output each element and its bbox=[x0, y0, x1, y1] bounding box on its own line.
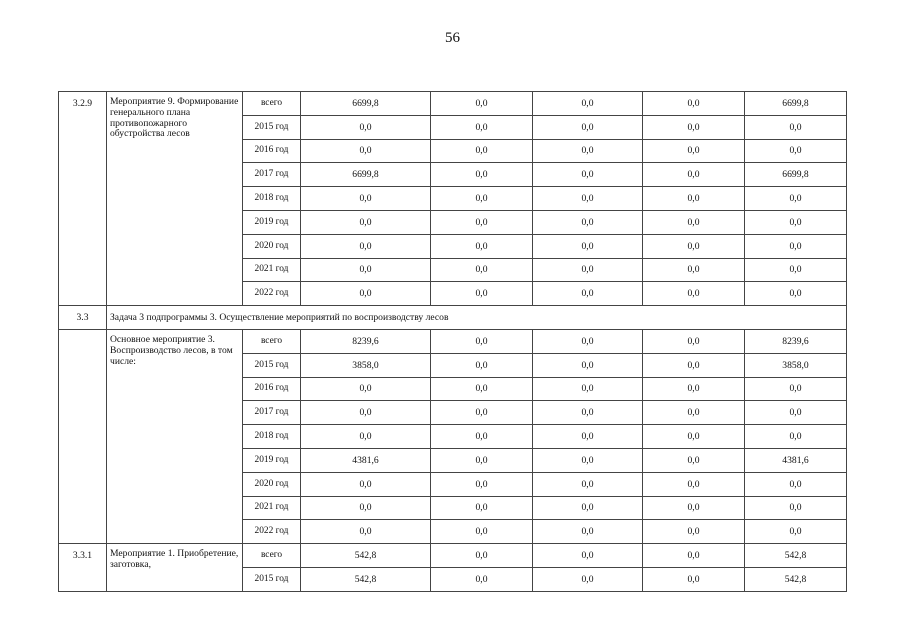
value-cell: 0,0 bbox=[533, 544, 643, 568]
period-cell: 2015 год bbox=[243, 353, 301, 377]
value-cell: 4381,6 bbox=[301, 448, 431, 472]
value-cell: 0,0 bbox=[643, 496, 745, 520]
value-cell: 0,0 bbox=[301, 401, 431, 425]
value-cell: 0,0 bbox=[533, 448, 643, 472]
value-cell: 0,0 bbox=[643, 567, 745, 591]
period-cell: 2019 год bbox=[243, 448, 301, 472]
activity-name: Основное мероприятие 3. Воспроизводство лесов, в том числе: bbox=[107, 329, 243, 543]
value-cell: 0,0 bbox=[431, 448, 533, 472]
period-cell: всего bbox=[243, 92, 301, 116]
value-cell: 0,0 bbox=[431, 401, 533, 425]
activity-name: Мероприятие 1. Приобретение, заготовка, bbox=[107, 544, 243, 592]
value-cell: 0,0 bbox=[643, 187, 745, 211]
value-cell: 0,0 bbox=[431, 567, 533, 591]
value-cell: 0,0 bbox=[301, 258, 431, 282]
value-cell: 0,0 bbox=[643, 258, 745, 282]
value-cell: 0,0 bbox=[301, 234, 431, 258]
value-cell: 542,8 bbox=[301, 544, 431, 568]
task-title: Задача 3 подпрограммы 3. Осуществление мероприятий по воспроизводству лесов bbox=[107, 306, 847, 330]
value-cell: 0,0 bbox=[431, 163, 533, 187]
table-row bbox=[59, 544, 847, 568]
activity-number: 3.2.9 bbox=[59, 92, 107, 306]
value-cell: 0,0 bbox=[643, 234, 745, 258]
value-cell: 3858,0 bbox=[301, 353, 431, 377]
value-cell: 6699,8 bbox=[745, 163, 847, 187]
period-cell: 2022 год bbox=[243, 520, 301, 544]
value-cell: 0,0 bbox=[431, 544, 533, 568]
value-cell: 6699,8 bbox=[301, 92, 431, 116]
value-cell: 0,0 bbox=[745, 115, 847, 139]
period-cell: всего bbox=[243, 329, 301, 353]
value-cell: 0,0 bbox=[745, 282, 847, 306]
period-cell: 2016 год bbox=[243, 139, 301, 163]
period-cell: 2022 год bbox=[243, 282, 301, 306]
task-row bbox=[59, 306, 847, 330]
value-cell: 6699,8 bbox=[301, 163, 431, 187]
value-cell: 0,0 bbox=[431, 425, 533, 449]
value-cell: 0,0 bbox=[431, 377, 533, 401]
value-cell: 0,0 bbox=[431, 496, 533, 520]
value-cell: 0,0 bbox=[643, 163, 745, 187]
value-cell: 0,0 bbox=[643, 401, 745, 425]
value-cell: 0,0 bbox=[533, 377, 643, 401]
period-cell: 2015 год bbox=[243, 567, 301, 591]
period-cell: 2017 год bbox=[243, 401, 301, 425]
value-cell: 0,0 bbox=[301, 210, 431, 234]
value-cell: 0,0 bbox=[533, 258, 643, 282]
value-cell: 0,0 bbox=[745, 520, 847, 544]
value-cell: 0,0 bbox=[431, 115, 533, 139]
value-cell: 0,0 bbox=[533, 115, 643, 139]
period-cell: всего bbox=[243, 544, 301, 568]
value-cell: 0,0 bbox=[301, 139, 431, 163]
value-cell: 0,0 bbox=[533, 353, 643, 377]
value-cell: 0,0 bbox=[745, 425, 847, 449]
value-cell: 0,0 bbox=[643, 329, 745, 353]
value-cell: 0,0 bbox=[431, 139, 533, 163]
value-cell: 0,0 bbox=[745, 234, 847, 258]
value-cell: 0,0 bbox=[745, 258, 847, 282]
value-cell: 0,0 bbox=[745, 187, 847, 211]
value-cell: 0,0 bbox=[643, 544, 745, 568]
value-cell: 0,0 bbox=[301, 187, 431, 211]
value-cell: 0,0 bbox=[745, 377, 847, 401]
value-cell: 0,0 bbox=[643, 282, 745, 306]
value-cell: 0,0 bbox=[301, 496, 431, 520]
value-cell: 0,0 bbox=[643, 520, 745, 544]
period-cell: 2016 год bbox=[243, 377, 301, 401]
value-cell: 0,0 bbox=[533, 567, 643, 591]
value-cell: 0,0 bbox=[533, 234, 643, 258]
period-cell: 2015 год bbox=[243, 115, 301, 139]
value-cell: 0,0 bbox=[745, 210, 847, 234]
period-cell: 2020 год bbox=[243, 472, 301, 496]
period-cell: 2019 год bbox=[243, 210, 301, 234]
value-cell: 0,0 bbox=[301, 425, 431, 449]
financing-table bbox=[58, 91, 847, 592]
value-cell: 0,0 bbox=[643, 425, 745, 449]
value-cell: 0,0 bbox=[533, 139, 643, 163]
value-cell: 0,0 bbox=[643, 353, 745, 377]
table-row bbox=[59, 92, 847, 116]
value-cell: 0,0 bbox=[533, 92, 643, 116]
value-cell: 0,0 bbox=[533, 401, 643, 425]
value-cell: 0,0 bbox=[431, 187, 533, 211]
value-cell: 0,0 bbox=[431, 353, 533, 377]
value-cell: 4381,6 bbox=[745, 448, 847, 472]
value-cell: 0,0 bbox=[431, 520, 533, 544]
value-cell: 0,0 bbox=[643, 139, 745, 163]
period-cell: 2021 год bbox=[243, 496, 301, 520]
value-cell: 0,0 bbox=[431, 234, 533, 258]
table-body bbox=[59, 92, 847, 592]
value-cell: 0,0 bbox=[643, 92, 745, 116]
period-cell: 2020 год bbox=[243, 234, 301, 258]
page-number: 56 bbox=[445, 30, 460, 46]
value-cell: 542,8 bbox=[301, 567, 431, 591]
value-cell: 0,0 bbox=[431, 210, 533, 234]
value-cell: 0,0 bbox=[745, 401, 847, 425]
value-cell: 0,0 bbox=[643, 377, 745, 401]
period-cell: 2018 год bbox=[243, 187, 301, 211]
value-cell: 3858,0 bbox=[745, 353, 847, 377]
activity-name: Мероприятие 9. Формирование генерального плана противопожарного обустройства лесов bbox=[107, 92, 243, 306]
activity-number: 3.3.1 bbox=[59, 544, 107, 592]
value-cell: 0,0 bbox=[533, 163, 643, 187]
value-cell: 0,0 bbox=[431, 258, 533, 282]
value-cell: 0,0 bbox=[301, 282, 431, 306]
value-cell: 542,8 bbox=[745, 544, 847, 568]
period-cell: 2017 год bbox=[243, 163, 301, 187]
value-cell: 0,0 bbox=[643, 448, 745, 472]
value-cell: 8239,6 bbox=[301, 329, 431, 353]
value-cell: 0,0 bbox=[533, 425, 643, 449]
value-cell: 0,0 bbox=[301, 115, 431, 139]
value-cell: 0,0 bbox=[431, 472, 533, 496]
value-cell: 0,0 bbox=[533, 472, 643, 496]
value-cell: 0,0 bbox=[745, 472, 847, 496]
value-cell: 6699,8 bbox=[745, 92, 847, 116]
value-cell: 0,0 bbox=[431, 329, 533, 353]
value-cell: 0,0 bbox=[533, 329, 643, 353]
value-cell: 0,0 bbox=[533, 282, 643, 306]
value-cell: 0,0 bbox=[533, 210, 643, 234]
value-cell: 542,8 bbox=[745, 567, 847, 591]
value-cell: 0,0 bbox=[643, 115, 745, 139]
value-cell: 0,0 bbox=[533, 187, 643, 211]
value-cell: 0,0 bbox=[301, 520, 431, 544]
activity-number bbox=[59, 329, 107, 543]
value-cell: 0,0 bbox=[431, 92, 533, 116]
value-cell: 0,0 bbox=[745, 139, 847, 163]
value-cell: 0,0 bbox=[643, 472, 745, 496]
value-cell: 0,0 bbox=[745, 496, 847, 520]
value-cell: 0,0 bbox=[301, 377, 431, 401]
value-cell: 0,0 bbox=[533, 520, 643, 544]
period-cell: 2021 год bbox=[243, 258, 301, 282]
period-cell: 2018 год bbox=[243, 425, 301, 449]
task-number: 3.3 bbox=[59, 306, 107, 330]
value-cell: 0,0 bbox=[431, 282, 533, 306]
value-cell: 0,0 bbox=[643, 210, 745, 234]
value-cell: 8239,6 bbox=[745, 329, 847, 353]
value-cell: 0,0 bbox=[533, 496, 643, 520]
value-cell: 0,0 bbox=[301, 472, 431, 496]
table-row bbox=[59, 329, 847, 353]
